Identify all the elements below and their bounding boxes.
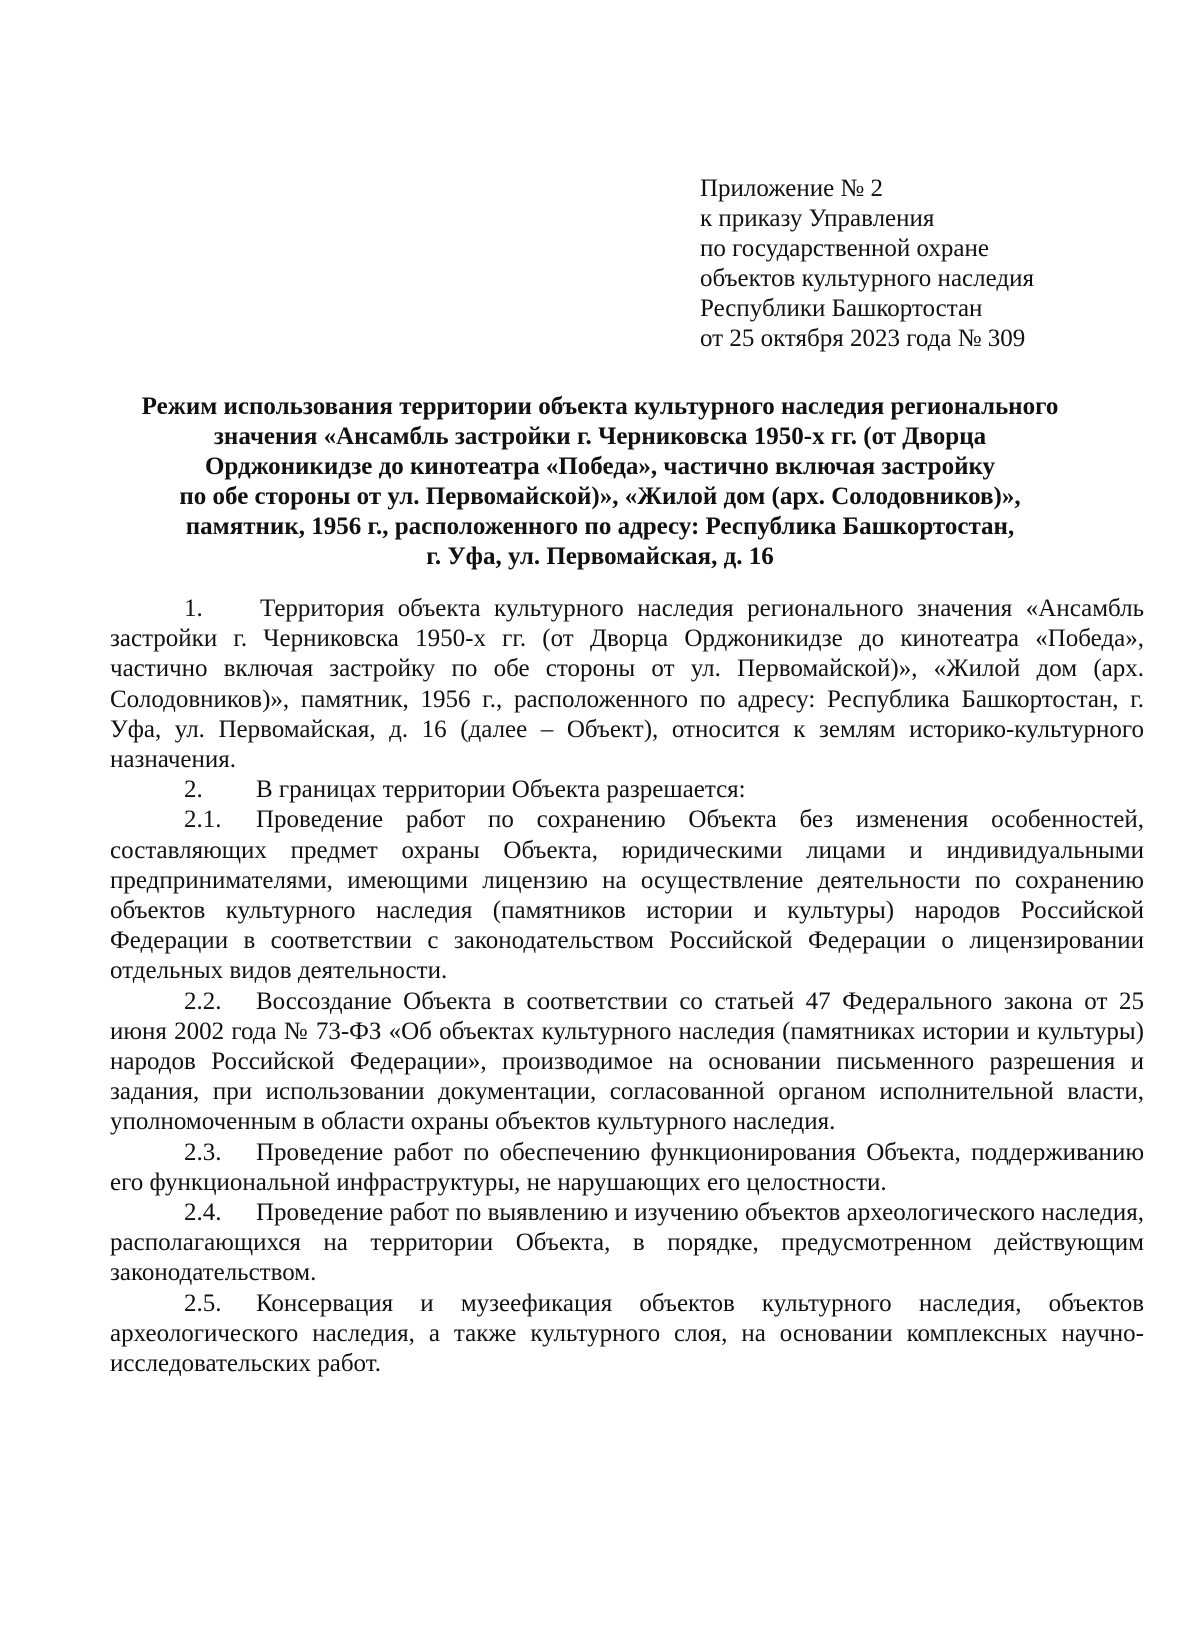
annex-line: Приложение № 2 xyxy=(700,175,884,202)
annex-line: к приказу Управления xyxy=(700,205,935,232)
document-title xyxy=(80,392,1120,572)
paragraph-2-3 xyxy=(110,1138,1144,1198)
title-line: по обе стороны от ул. Первомайской)», «Жилой дом (арх. Солодовников)», xyxy=(179,483,1021,510)
paragraph-number: 2.5. xyxy=(184,1289,222,1317)
annex-line: Республики Башкортостан xyxy=(700,295,983,322)
paragraph-text: Проведение работ по выявлению и изучению объектов археологического наследия, располагающихся на территории Объекта, в порядке, предусмотренном действующим законодательством. xyxy=(110,1199,1144,1287)
annex-line: от 25 октября 2023 года № 309 xyxy=(700,325,1026,352)
paragraph-2-4 xyxy=(110,1198,1144,1289)
paragraph-number: 2.4. xyxy=(184,1199,222,1227)
paragraph-2-2 xyxy=(110,987,1144,1138)
paragraph-number: 2.3. xyxy=(184,1138,222,1166)
paragraph-number: 1. xyxy=(184,595,203,622)
paragraph-number: 2. xyxy=(184,776,203,804)
paragraph-text: Консервация и музеефикация объектов культурного наследия, объектов археологического наследия, а также культурного слоя, на основании комплексных научно-исследовательских работ. xyxy=(110,1289,1144,1378)
title-line: г. Уфа, ул. Первомайская, д. 16 xyxy=(426,543,774,570)
paragraph-text: Территория объекта культурного наследия регионального значения «Ансамбль застройки г. Черниковска 1950-х гг. (от Дворца Орджоникидзе до кинотеатра «Победа», частично включая застройку по обе стороны от ул. Первомайской)», «Жилой дом (арх. Солодовников)», памятник, 1956 г., расположенного по адресу: Республика Башкортостан, г. Уфа, ул. Первомайская, д. 16 (далее – Объект), относится к землям историко-культурного назначения. xyxy=(110,595,1144,774)
paragraph-text: Проведение работ по сохранению Объекта без изменения особенностей, составляющих предмет охраны Объекта, юридическими лицами и индивидуальными предпринимателями, имеющими лицензию на осуществление деятельности по сохранению объектов культурного наследия (памятников истории и культуры) народов Российской Федерации в соответствии с законодательством Российской Федерации о лицензировании отдельных видов деятельности. xyxy=(110,806,1144,985)
paragraph-text: Проведение работ по обеспечению функционирования Объекта, поддерживанию его функциональной инфраструктуры, не нарушающих его целостности. xyxy=(110,1138,1144,1196)
paragraph-number: 2.2. xyxy=(184,987,222,1015)
title-line: значения «Ансамбль застройки г. Черниковска 1950-х гг. (от Дворца xyxy=(213,423,987,450)
paragraph-2-1 xyxy=(110,805,1144,986)
paragraph-2-5 xyxy=(110,1289,1144,1380)
paragraph-1 xyxy=(110,594,1144,775)
annex-line: по государственной охране xyxy=(700,235,990,262)
paragraph-number: 2.1. xyxy=(184,806,222,834)
paragraph-text: Воссоздание Объекта в соответствии со статьей 47 Федерального закона от 25 июня 2002 года № 73-ФЗ «Об объектах культурного наследия (памятниках истории и культуры) народов Российской Федерации», производимое на основании письменного разрешения и задания, при использовании документации, согласованной органом исполнительной власти, уполномоченным в области охраны объектов культурного наследия. xyxy=(110,987,1144,1136)
annex-header xyxy=(700,174,1034,354)
title-line: Режим использования территории объекта культурного наследия регионального xyxy=(141,393,1059,420)
title-line: памятник, 1956 г., расположенного по адресу: Республика Башкортостан, xyxy=(185,513,1015,540)
paragraph-2 xyxy=(110,775,1144,805)
title-line: Орджоникидзе до кинотеатра «Победа», частично включая застройку xyxy=(204,453,996,480)
annex-line: объектов культурного наследия xyxy=(700,265,1034,292)
document-body xyxy=(110,594,1144,1379)
paragraph-text: В границах территории Объекта разрешается: xyxy=(256,776,746,804)
